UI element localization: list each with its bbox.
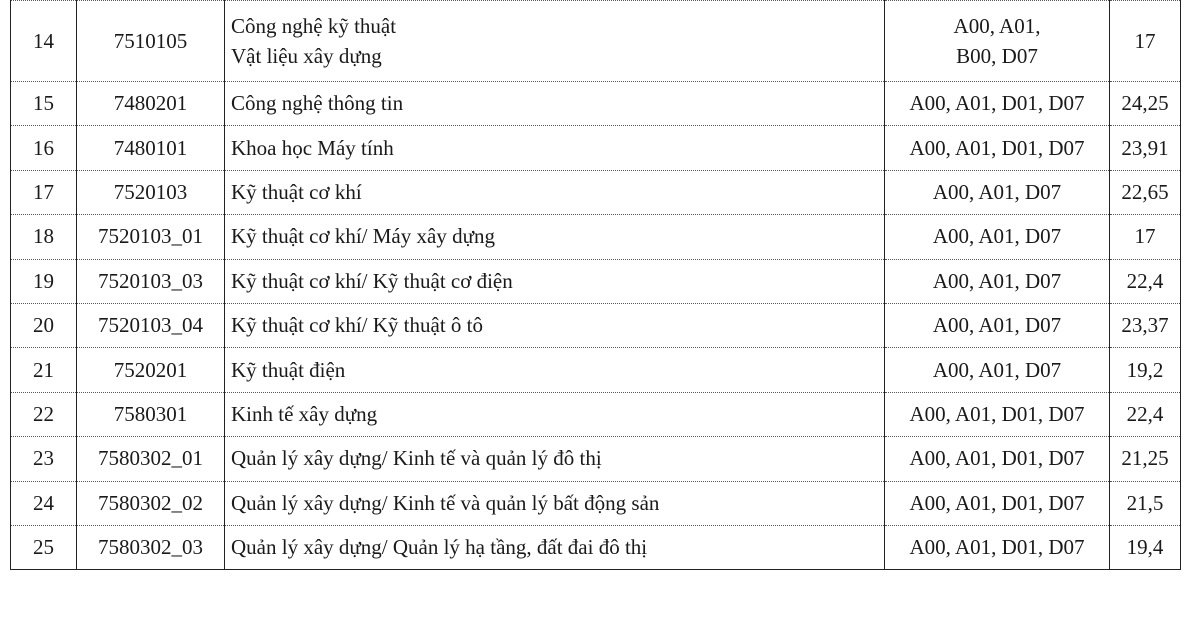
benchmark-score: 22,4 bbox=[1110, 259, 1181, 303]
row-number: 18 bbox=[11, 215, 77, 259]
table-row bbox=[11, 437, 1181, 481]
benchmark-score: 22,4 bbox=[1110, 392, 1181, 436]
subject-combination-line: B00, D07 bbox=[956, 44, 1038, 68]
row-number: 15 bbox=[11, 82, 77, 126]
major-code: 7510105 bbox=[77, 1, 225, 82]
benchmark-score: 21,5 bbox=[1110, 481, 1181, 525]
major-name: Kỹ thuật cơ khí/ Kỹ thuật cơ điện bbox=[225, 259, 885, 303]
subject-combination: A00, A01, D01, D07 bbox=[885, 481, 1110, 525]
row-number: 21 bbox=[11, 348, 77, 392]
subject-combination: A00, A01, D07 bbox=[885, 348, 1110, 392]
major-code: 7580302_02 bbox=[77, 481, 225, 525]
subject-combination: A00, A01, D07 bbox=[885, 215, 1110, 259]
row-number: 22 bbox=[11, 392, 77, 436]
row-number: 14 bbox=[11, 1, 77, 82]
table-row bbox=[11, 170, 1181, 214]
row-number: 16 bbox=[11, 126, 77, 170]
row-number: 17 bbox=[11, 170, 77, 214]
major-name: Kỹ thuật điện bbox=[225, 348, 885, 392]
subject-combination-line: A00, A01, bbox=[953, 14, 1041, 38]
benchmark-score: 23,37 bbox=[1110, 303, 1181, 347]
subject-combination: A00, A01, D01, D07 bbox=[885, 126, 1110, 170]
major-code: 7520103_03 bbox=[77, 259, 225, 303]
table-row bbox=[11, 392, 1181, 436]
subject-combination: A00, A01, D01, D07 bbox=[885, 437, 1110, 481]
row-number: 23 bbox=[11, 437, 77, 481]
table-row bbox=[11, 126, 1181, 170]
major-name: Kỹ thuật cơ khí/ Máy xây dựng bbox=[225, 215, 885, 259]
table-row bbox=[11, 481, 1181, 525]
major-name bbox=[225, 1, 885, 82]
major-code: 7520201 bbox=[77, 348, 225, 392]
subject-combination: A00, A01, D07 bbox=[885, 303, 1110, 347]
major-name: Quản lý xây dựng/ Quản lý hạ tầng, đất đai đô thị bbox=[225, 525, 885, 569]
row-number: 25 bbox=[11, 525, 77, 569]
subject-combination: A00, A01, D01, D07 bbox=[885, 392, 1110, 436]
subject-combination: A00, A01, D07 bbox=[885, 259, 1110, 303]
subject-combination: A00, A01, D01, D07 bbox=[885, 82, 1110, 126]
row-number: 19 bbox=[11, 259, 77, 303]
table-row bbox=[11, 525, 1181, 569]
benchmark-score: 21,25 bbox=[1110, 437, 1181, 481]
major-code: 7520103_04 bbox=[77, 303, 225, 347]
benchmark-score: 19,2 bbox=[1110, 348, 1181, 392]
major-name: Kỹ thuật cơ khí/ Kỹ thuật ô tô bbox=[225, 303, 885, 347]
major-name: Công nghệ thông tin bbox=[225, 82, 885, 126]
major-code: 7580302_03 bbox=[77, 525, 225, 569]
table-row bbox=[11, 1, 1181, 82]
major-name: Khoa học Máy tính bbox=[225, 126, 885, 170]
major-name: Quản lý xây dựng/ Kinh tế và quản lý bất động sản bbox=[225, 481, 885, 525]
benchmark-score: 22,65 bbox=[1110, 170, 1181, 214]
major-code: 7480101 bbox=[77, 126, 225, 170]
subject-combination: A00, A01, D07 bbox=[885, 170, 1110, 214]
table-row bbox=[11, 82, 1181, 126]
major-name-line: Công nghệ kỹ thuật bbox=[231, 14, 397, 38]
major-code: 7520103_01 bbox=[77, 215, 225, 259]
table-row bbox=[11, 303, 1181, 347]
table-row bbox=[11, 215, 1181, 259]
major-name: Quản lý xây dựng/ Kinh tế và quản lý đô thị bbox=[225, 437, 885, 481]
benchmark-score: 24,25 bbox=[1110, 82, 1181, 126]
major-code: 7580301 bbox=[77, 392, 225, 436]
major-code: 7580302_01 bbox=[77, 437, 225, 481]
row-number: 24 bbox=[11, 481, 77, 525]
major-name-line: Vật liệu xây dựng bbox=[231, 44, 382, 68]
benchmark-score: 17 bbox=[1110, 215, 1181, 259]
subject-combination: A00, A01, D01, D07 bbox=[885, 525, 1110, 569]
admission-score-table bbox=[10, 0, 1181, 570]
major-code: 7520103 bbox=[77, 170, 225, 214]
benchmark-score: 17 bbox=[1110, 1, 1181, 82]
major-code: 7480201 bbox=[77, 82, 225, 126]
benchmark-score: 23,91 bbox=[1110, 126, 1181, 170]
benchmark-score: 19,4 bbox=[1110, 525, 1181, 569]
row-number: 20 bbox=[11, 303, 77, 347]
subject-combination bbox=[885, 1, 1110, 82]
major-name: Kinh tế xây dựng bbox=[225, 392, 885, 436]
table-row bbox=[11, 348, 1181, 392]
major-name: Kỹ thuật cơ khí bbox=[225, 170, 885, 214]
table-row bbox=[11, 259, 1181, 303]
